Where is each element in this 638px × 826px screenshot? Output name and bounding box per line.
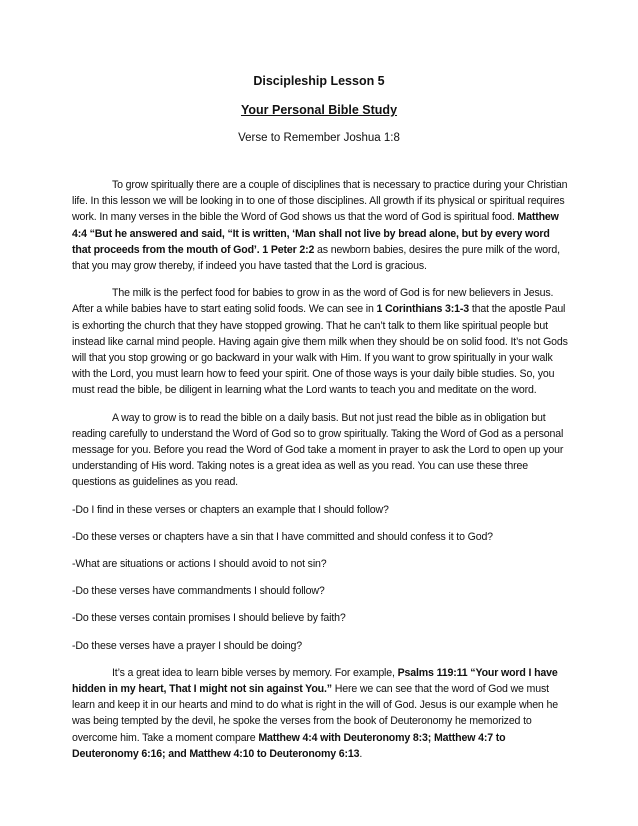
paragraph-1-scripture: Matthew 4:4 “But he answered and said, “It is written, ‘Man shall not live by bread alone, but by every word that proceeds from the mouth of God’. 1 Peter 2:2 bbox=[72, 211, 559, 256]
paragraph-2 bbox=[72, 285, 568, 398]
lesson-subtitle: Your Personal Bible Study bbox=[240, 103, 398, 117]
paragraph-2-scripture: 1 Corinthians 3:1-3 bbox=[376, 303, 470, 316]
paragraph-4-comparison: Matthew 4:4 with Deuteronomy 8:3; Matthew 4:7 to Deuteronomy 6:16; and Matthew 4:10 to Deuteronomy 6:13 bbox=[72, 731, 506, 760]
lesson-body bbox=[72, 177, 568, 773]
question-4: -Do these verses have commandments I should follow? bbox=[72, 585, 325, 598]
question-5: -Do these verses contain promises I should believe by faith? bbox=[72, 612, 346, 625]
lesson-title: Discipleship Lesson 5 bbox=[253, 74, 385, 88]
paragraph-1 bbox=[72, 177, 568, 274]
paragraph-2-text: The milk is the perfect food for babies to grow in as the word of God is for new believers in Jesus. After a while babies have to start eating solid foods. We can see in bbox=[72, 287, 554, 316]
paragraph-1-text-end: as newborn babies, desires the pure milk of the word, that you may grow thereby, if indeed you have tasted that the Lord is gracious. bbox=[72, 243, 560, 273]
question-2: -Do these verses or chapters have a sin that I have committed and should confess it to God? bbox=[72, 530, 493, 543]
paragraph-3: A way to grow is to read the bible on a daily basis. But not just read the bible as in obligation but reading carefully to understand the Word of God so to grow spiritually. Taking the Word of God as a personal message for you. Before you read the Word of God take a moment in prayer to ask the Lord to open up your understanding of His word. Taking notes is a great idea as well as you read. You can use these three questions as guidelines as you read. bbox=[72, 411, 564, 489]
question-3: -What are situations or actions I should avoid to not sin? bbox=[72, 558, 327, 571]
paragraph-4 bbox=[72, 665, 568, 762]
paragraph-4-text-end: . bbox=[359, 747, 363, 760]
paragraph-2-text-end: that the apostle Paul is exhorting the church that they have stopped growing. That he can’t talk to them like spiritual people but instead like carnal mind people. Having again give them milk when they should be on solid food. It’s not Gods will that you stop growing or go backward in your walk with Him. If you want to grow spiritually in your walk with the Lord, you must learn how to feed your spirit. One of those ways is your daily bible studies. So, you must read the bible, be diligent in learning what the Lord wants to teach you and meditate on the word. bbox=[72, 303, 568, 397]
question-1: -Do I find in these verses or chapters an example that I should follow? bbox=[72, 503, 389, 516]
question-6: -Do these verses have a prayer I should be doing? bbox=[72, 639, 302, 652]
paragraph-1-text: To grow spiritually there are a couple of disciplines that is necessary to practice during your Christian life. In this lesson we will be looking in to one of those disciplines. All growth if its physical or spiritual requires work. In many verses in the bible the Word of God shows us that the word of God is spiritual food. bbox=[72, 179, 568, 224]
memory-verse: Verse to Remember Joshua 1:8 bbox=[238, 132, 400, 144]
paragraph-4-text: It’s a great idea to learn bible verses by memory. For example, bbox=[112, 666, 398, 679]
paragraph-4-text-mid: Here we can see that the word of God we must learn and keep it in our hearts and mind to do what is right in the will of God. Jesus is our example when he was being tempted by the devil, he spoke the verses from the book of Deuteronomy he memorized to overcome him. Take a moment compare bbox=[72, 683, 558, 744]
paragraph-4-scripture: Psalms 119:11 “Your word I have hidden in my heart, That I might not sin against You.” bbox=[72, 666, 558, 696]
